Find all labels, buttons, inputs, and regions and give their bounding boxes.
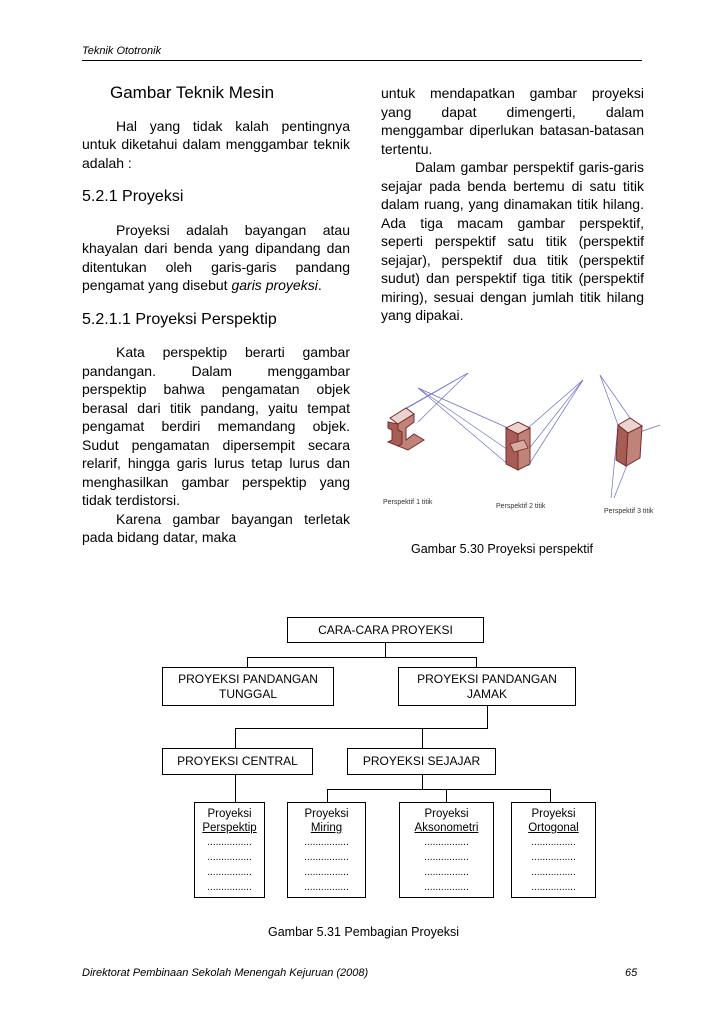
header-rule [82,60,642,61]
connector [247,657,477,658]
leaf-dots: ................ [304,867,349,878]
leaf-dots: ................ [207,837,252,848]
jamak-line-2: JAMAK [466,687,507,701]
connector [327,789,551,790]
connector [422,775,423,789]
leaf-dots: ................ [304,882,349,893]
perspective-figure [378,370,663,525]
leaf-dots: ................ [424,852,469,863]
heading-5-2-1-1: 5.2.1.1 Proyeksi Perspektip [82,310,277,328]
perspective-3-label: Perspektif 3 titik [604,508,654,515]
leaf-title: Proyeksi [531,808,576,820]
right-column [381,84,644,325]
leaf-name: Ortogonal [528,822,579,834]
connector [247,657,248,667]
connector [550,789,551,802]
connector [476,657,477,667]
sejajar-label: PROYEKSI SEJAJAR [362,754,481,768]
proyeksi-text: Proyeksi adalah bayangan atau khayalan dari benda yang dipandang dan ditentukan oleh garis-garis pandang pengamat yang disebut [82,221,350,293]
tunggal-line-2: TUNGGAL [218,687,277,701]
leaf-dots: ................ [531,837,576,848]
tunggal-line-1: PROYEKSI PANDANGAN [178,672,318,686]
leaf-perspektip [194,802,265,898]
proyeksi-paragraph [82,221,350,295]
leaf-dots: ................ [304,852,349,863]
leaf-dots: ................ [207,867,252,878]
intro-paragraph: Hal yang tidak kalah pentingnya untuk diketahui dalam menggambar teknik adalah : [82,117,350,171]
leaf-title: Proyeksi [207,808,252,820]
left-column [82,84,350,547]
leaf-name: Miring [310,822,343,834]
central-box [162,748,313,775]
leaf-title: Proyeksi [304,808,349,820]
connector [235,728,488,729]
section-title: Gambar Teknik Mesin [110,83,275,102]
connector [235,728,236,748]
leaf-dots: ................ [424,837,469,848]
leaf-dots: ................ [207,852,252,863]
running-header: Teknik Ototronik [82,45,162,57]
perspektif-paragraph: Dalam gambar perspektif garis-garis sejajar pada benda bertemu di satu titik dalam ruang, yang dinamakan titik hilang. Ada tiga macam gambar perspektif, seperti perspektif satu titik (perspektif sejajar), perspektif dua titik (perspektif sudut) dan perspektif tiga titik (perspektif miring), sesuai dengan jumlah titik hilang yang dipakai. [381,159,644,323]
leaf-dots: ................ [531,867,576,878]
proyeksi-end: . [317,277,322,293]
root-label: CARA-CARA PROYEKSI [318,623,453,637]
leaf-dots: ................ [207,882,252,893]
leaf-aksonometri [399,802,494,898]
perspective-2-label: Perspektif 2 titik [496,503,546,510]
connector [446,789,447,802]
continued-paragraph: untuk mendapatkan gambar proyeksi yang dapat dimengerti, dalam menggambar diperlukan batasan-batasan tertentu. [381,85,644,157]
kata-perspektip-paragraph: Kata perspektip berarti gambar pandangan. Dalam menggambar perspektip bahwa pengamatan objek berasal dari titik pandang, yaitu tempat pengamat berdiri memandang objek. Sudut pengamatan dipersempit secara relarif, hingga garis lurus tetap lurus dan menghasilkan gambar perspektip yang tidak terdistorsi. [82,344,350,508]
leaf-dots: ................ [304,837,349,848]
root-box [287,617,484,643]
leaf-dots: ................ [424,882,469,893]
connector [487,706,488,728]
leaf-ortogonal [511,802,596,898]
jamak-box [398,667,576,706]
page-number: 65 [625,967,638,979]
jamak-line-1: PROYEKSI PANDANGAN [417,672,557,686]
perspective-1-point-drawing [388,373,468,450]
leaf-dots: ................ [531,882,576,893]
proyeksi-term: garis proyeksi [231,277,318,293]
central-label: PROYEKSI CENTRAL [177,754,298,768]
perspective-1-label: Perspektif 1 titik [383,499,433,506]
leaf-name: Aksonometri [414,822,479,834]
footer-publisher: Direktorat Pembinaan Sekolah Menengah Kejuruan (2008) [82,967,369,979]
leaf-dots: ................ [424,867,469,878]
perspective-3-point-drawing [600,375,660,498]
leaf-miring [287,802,366,898]
figure-5-30-caption: Gambar 5.30 Proyeksi perspektif [411,542,594,556]
heading-5-2-1: 5.2.1 Proyeksi [82,188,184,205]
karena-paragraph: Karena gambar bayangan terletak pada bidang datar, maka [82,510,350,545]
leaf-name: Perspektip [202,822,257,834]
connector [385,643,386,657]
connector [235,775,236,802]
tunggal-box [162,667,334,706]
perspective-2-point-drawing [418,380,583,470]
connector [327,789,328,802]
figure-5-31-caption: Gambar 5.31 Pembagian Proyeksi [268,925,460,939]
sejajar-box [347,748,496,775]
leaf-title: Proyeksi [424,808,469,820]
connector [422,728,423,748]
leaf-dots: ................ [531,852,576,863]
